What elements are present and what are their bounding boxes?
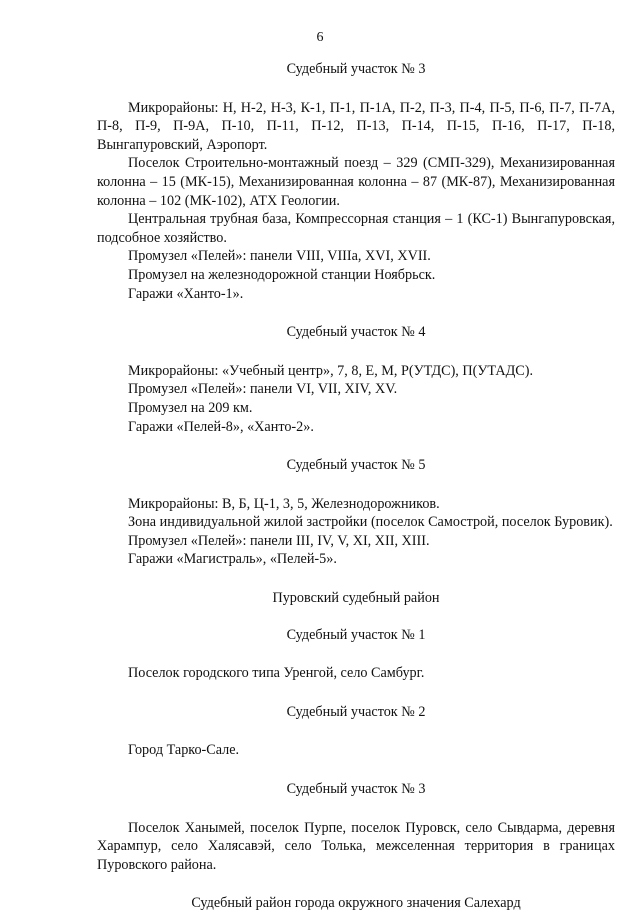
section-heading: Судебный участок № 3: [286, 781, 426, 798]
paragraph: Поселок Строительно-монтажный поезд – 329 (СМП-329), Механизированная колонна – 15 (МК-15), Механизированная колонна – 87 (МК-87), Механизированная колонна – 102 (МК-102), АТХ Геологии.: [97, 155, 615, 209]
paragraph: Промузел «Пелей»: панели VI, VII, XIV, XV.: [128, 381, 398, 398]
paragraph: Промузел на 209 км.: [128, 399, 253, 416]
paragraph: Гаражи «Ханто-1».: [128, 285, 244, 302]
paragraph: Промузел на железнодорожной станции Ноябрьск.: [128, 266, 436, 283]
section-heading: Судебный участок № 5: [286, 457, 426, 474]
section-heading: Судебный участок № 1: [286, 626, 426, 643]
paragraph: Промузел «Пелей»: панели III, IV, V, XI, XII, XIII.: [128, 532, 430, 549]
paragraph: Поселок городского типа Уренгой, село Самбург.: [128, 665, 425, 682]
page-number: 6: [316, 30, 324, 45]
paragraph: Зона индивидуальной жилой застройки (поселок Самострой, поселок Буровик).: [128, 514, 613, 531]
district-heading: Пуровский судебный район: [272, 590, 440, 607]
paragraph: Гаражи «Магистраль», «Пелей-5».: [128, 551, 337, 568]
paragraph: Микрорайоны: «Учебный центр», 7, 8, Е, М, Р(УТДС), П(УТАДС).: [128, 362, 534, 379]
section-heading: Судебный участок № 3: [286, 61, 426, 77]
paragraph: Промузел «Пелей»: панели VIII, VIIIа, XVI, XVII.: [128, 248, 431, 265]
district-heading: Судебный район города окружного значения Салехард: [191, 895, 521, 912]
section-heading: Судебный участок № 2: [286, 703, 426, 720]
paragraph: Поселок Ханымей, поселок Пурпе, поселок Пуровск, село Сывдарма, деревня Харампур, село Халясавэй, село Толька, межселенная территория в границах Пуровского района.: [97, 819, 615, 873]
document-body: [97, 60, 615, 913]
paragraph: Город Тарко-Сале.: [128, 742, 240, 759]
paragraph: Микрорайоны: Н, Н-2, Н-3, К-1, П-1, П-1А, П-2, П-3, П-4, П-5, П-6, П-7, П-7А, П-8, П-9, П-9А, П-10, П-11, П-12, П-13, П-14, П-15, П-16, П-17, П-18, Вынгапуровский, Аэропорт.: [97, 99, 615, 153]
paragraph: Гаражи «Пелей-8», «Ханто-2».: [128, 418, 314, 435]
section-heading: Судебный участок № 4: [286, 324, 426, 341]
paragraph: Центральная трубная база, Компрессорная станция – 1 (КС-1) Вынгапуровская, подсобное хозяйство.: [97, 211, 615, 246]
paragraph: Микрорайоны: В, Б, Ц-1, 3, 5, Железнодорожников.: [128, 495, 440, 512]
